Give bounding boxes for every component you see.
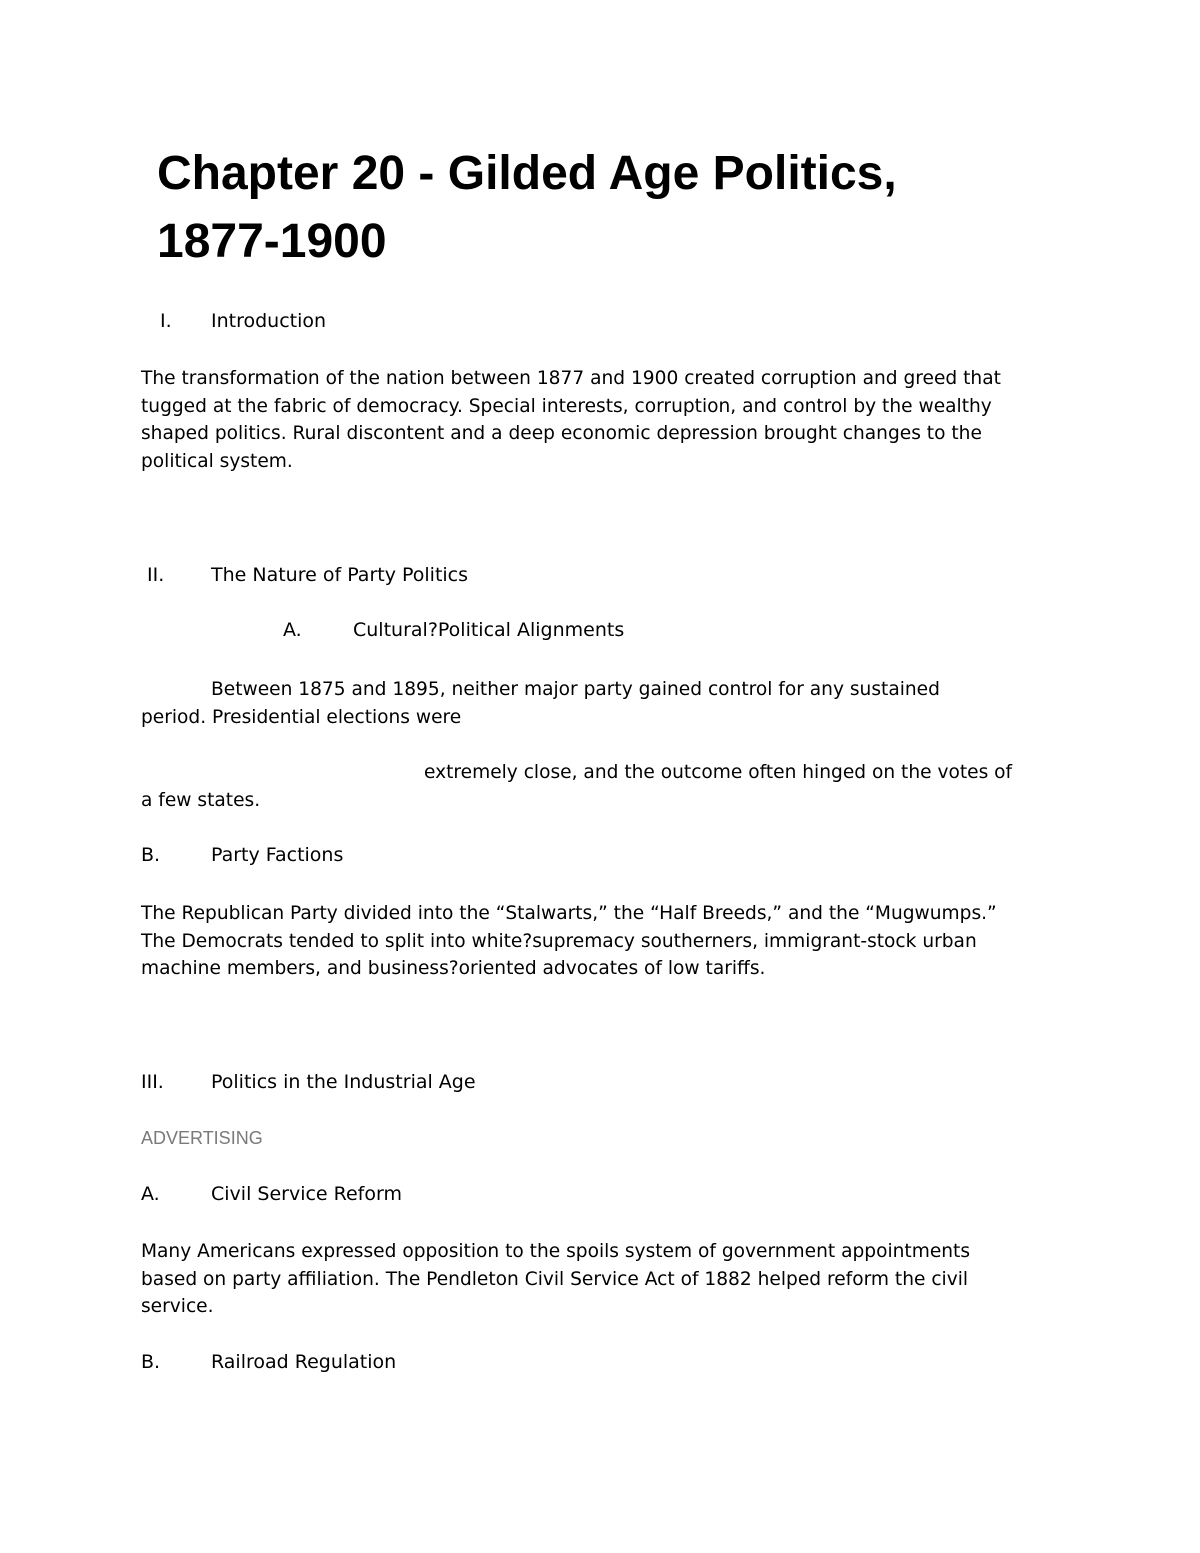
alignments-paragraph-1 [141, 676, 1061, 731]
document-title [157, 140, 1057, 276]
civil-service-line-1: Many Americans expressed opposition to the spoils system of government appointments [141, 1241, 971, 1262]
factions-line-3: machine members, and business?oriented advocates of low tariffs. [141, 958, 766, 979]
factions-line-2: The Democrats tended to split into white?supremacy southerners, immigrant-stock urban [141, 930, 977, 952]
intro-line-3: shaped politics. Rural discontent and a deep economic depression brought changes to the [141, 423, 982, 444]
factions-paragraph [141, 900, 1061, 983]
alignments-line-3: extremely close, and the outcome often hinged on the votes of [424, 762, 1013, 783]
section-3b-heading: Railroad Regulation [211, 1351, 397, 1373]
intro-line-2: tugged at the fabric of democracy. Special interests, corruption, and control by the wealthy [141, 395, 992, 417]
intro-line-4: political system. [141, 450, 293, 472]
section-2b-letter: B. [141, 844, 161, 866]
intro-line-1: The transformation of the nation between 1877 and 1900 created corruption and greed that [141, 368, 1001, 389]
civil-service-paragraph [141, 1238, 1061, 1321]
intro-paragraph [141, 365, 1061, 475]
advertising-label: ADVERTISING [141, 1128, 263, 1148]
section-1-heading: Introduction [211, 310, 327, 332]
alignments-line-4: a few states. [141, 789, 261, 811]
section-2a-heading: Cultural?Political Alignments [353, 619, 625, 641]
factions-line-1: The Republican Party divided into the “Stalwarts,” the “Half Breeds,” and the “Mugwumps.” [141, 903, 997, 924]
title-line-2: 1877-1900 [157, 215, 387, 268]
civil-service-line-2: based on party affiliation. The Pendleton Civil Service Act of 1882 helped reform the civil [141, 1268, 969, 1290]
section-2-numeral: II. [147, 564, 165, 586]
alignments-paragraph-2 [141, 759, 1061, 814]
section-2-heading: The Nature of Party Politics [211, 564, 469, 586]
section-1-numeral: I. [160, 310, 172, 332]
section-2a-letter: A. [283, 619, 302, 641]
section-3-heading: Politics in the Industrial Age [211, 1071, 476, 1093]
section-3a-letter: A. [141, 1183, 160, 1205]
section-3-numeral: III. [141, 1071, 164, 1093]
section-3b-letter: B. [141, 1351, 161, 1373]
civil-service-line-3: service. [141, 1296, 214, 1317]
section-2b-heading: Party Factions [211, 844, 344, 866]
section-3a-heading: Civil Service Reform [211, 1183, 402, 1205]
title-line-1: Chapter 20 - Gilded Age Politics, [157, 147, 897, 200]
alignments-line-1: Between 1875 and 1895, neither major party gained control for any sustained [211, 679, 940, 700]
alignments-line-2: period. Presidential elections were [141, 706, 462, 728]
